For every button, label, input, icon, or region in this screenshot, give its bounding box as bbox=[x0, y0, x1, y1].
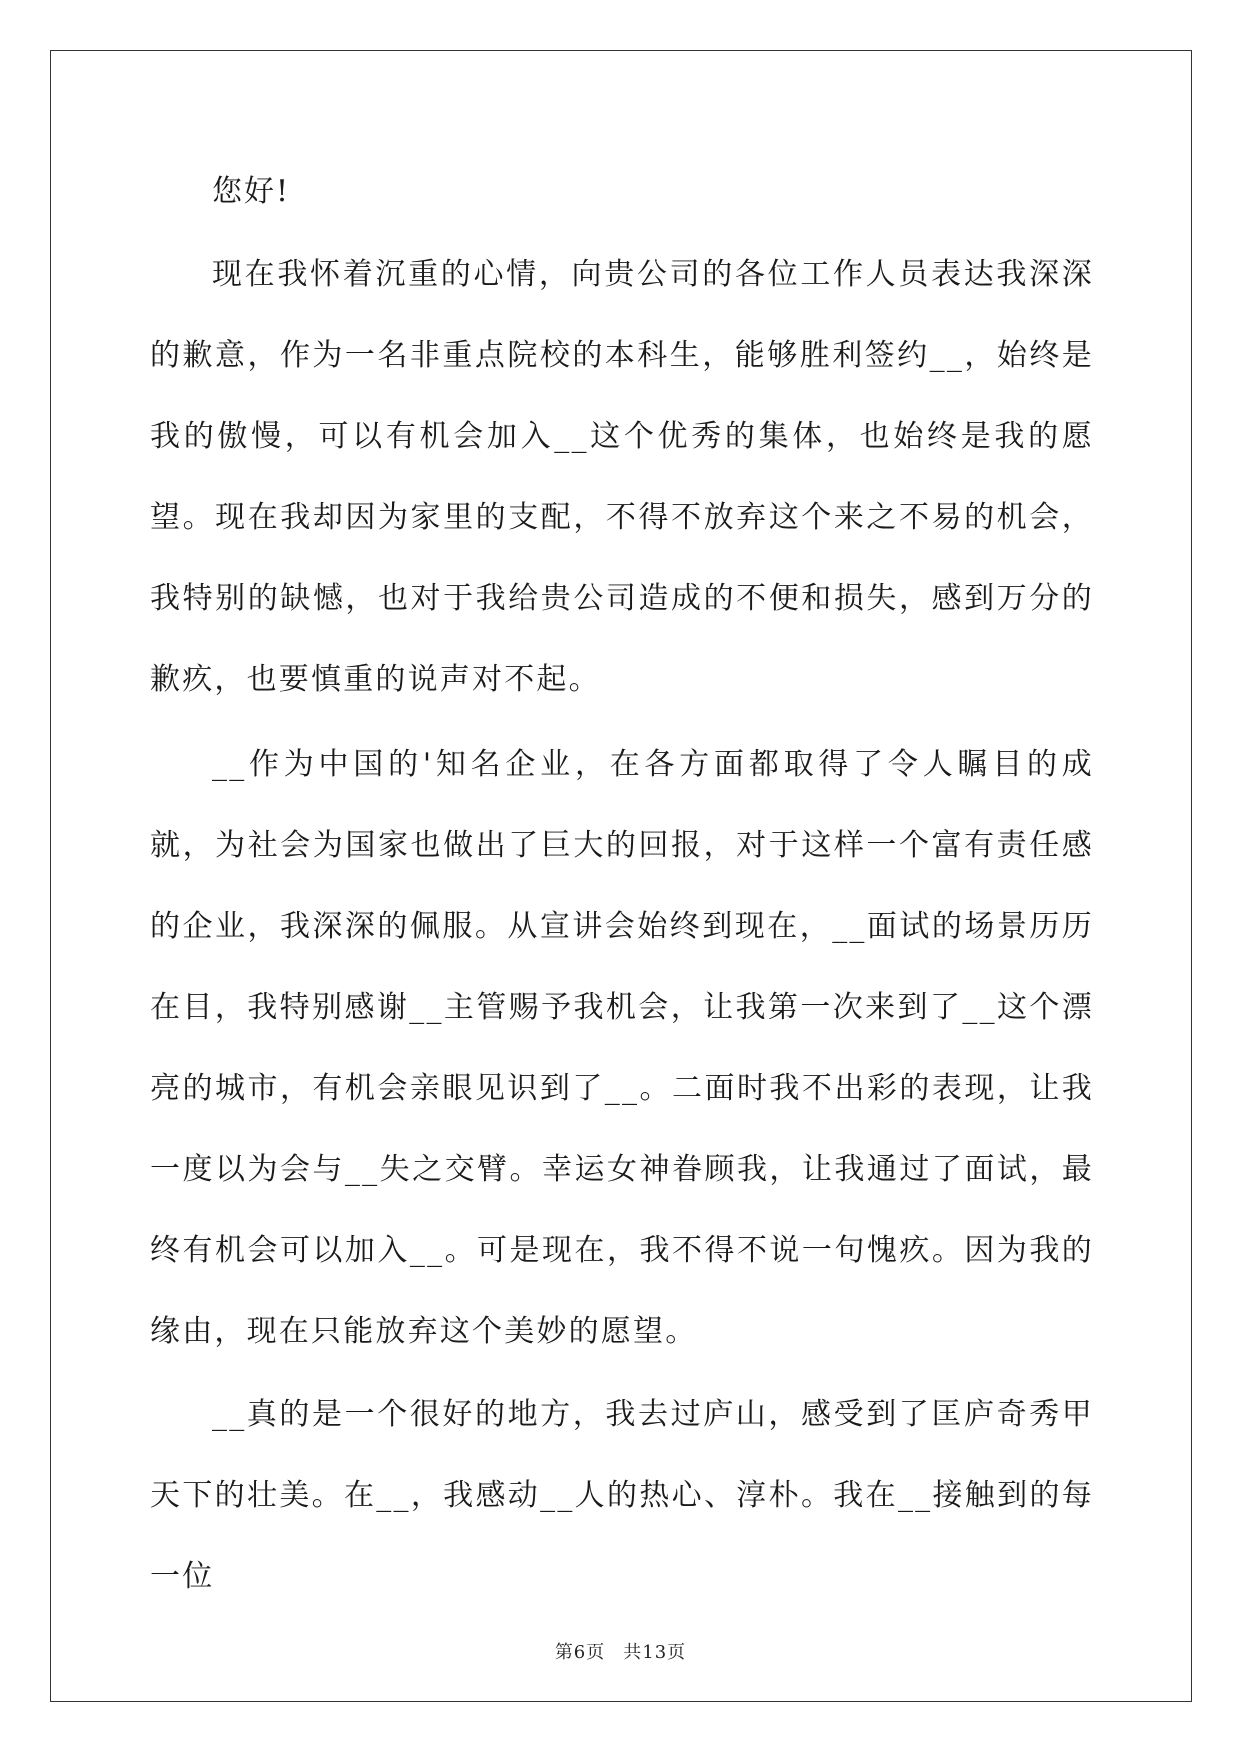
paragraph-3: __真的是一个很好的地方，我去过庐山，感受到了匡庐奇秀甲天下的壮美。在__，我感动__人的热心、淳朴。我在__接触到的每一位 bbox=[150, 1397, 1094, 1594]
greeting: 您好! bbox=[212, 174, 291, 209]
page-footer bbox=[0, 1638, 1241, 1664]
paragraph-1: 现在我怀着沉重的心情，向贵公司的各位工作人员表达我深深的歉意，作为一名非重点院校的本科生，能够胜利签约__，始终是我的傲慢，可以有机会加入__这个优秀的集体，也始终是我的愿望。现在我却因为家里的支配，不得不放弃这个来之不易的机会，我特别的缺憾，也对于我给贵公司造成的不便和损失，感到万分的歉疚，也要慎重的说声对不起。 bbox=[150, 257, 1094, 697]
page-number: 第6页 bbox=[554, 1642, 606, 1663]
page-total: 共13页 bbox=[623, 1642, 687, 1663]
paragraph-2: __作为中国的'知名企业，在各方面都取得了令人瞩目的成就，为社会为国家也做出了巨大的回报，对于这样一个富有责任感的企业，我深深的佩服。从宣讲会始终到现在，__面试的场景历历在目，我特别感谢__主管赐予我机会，让我第一次来到了__这个漂亮的城市，有机会亲眼见识到了__。二面时我不出彩的表现，让我一度以为会与__失之交臂。幸运女神眷顾我，让我通过了面试，最终有机会可以加入__。可是现在，我不得不说一句愧疚。因为我的缘由，现在只能放弃这个美妙的愿望。 bbox=[150, 747, 1094, 1349]
